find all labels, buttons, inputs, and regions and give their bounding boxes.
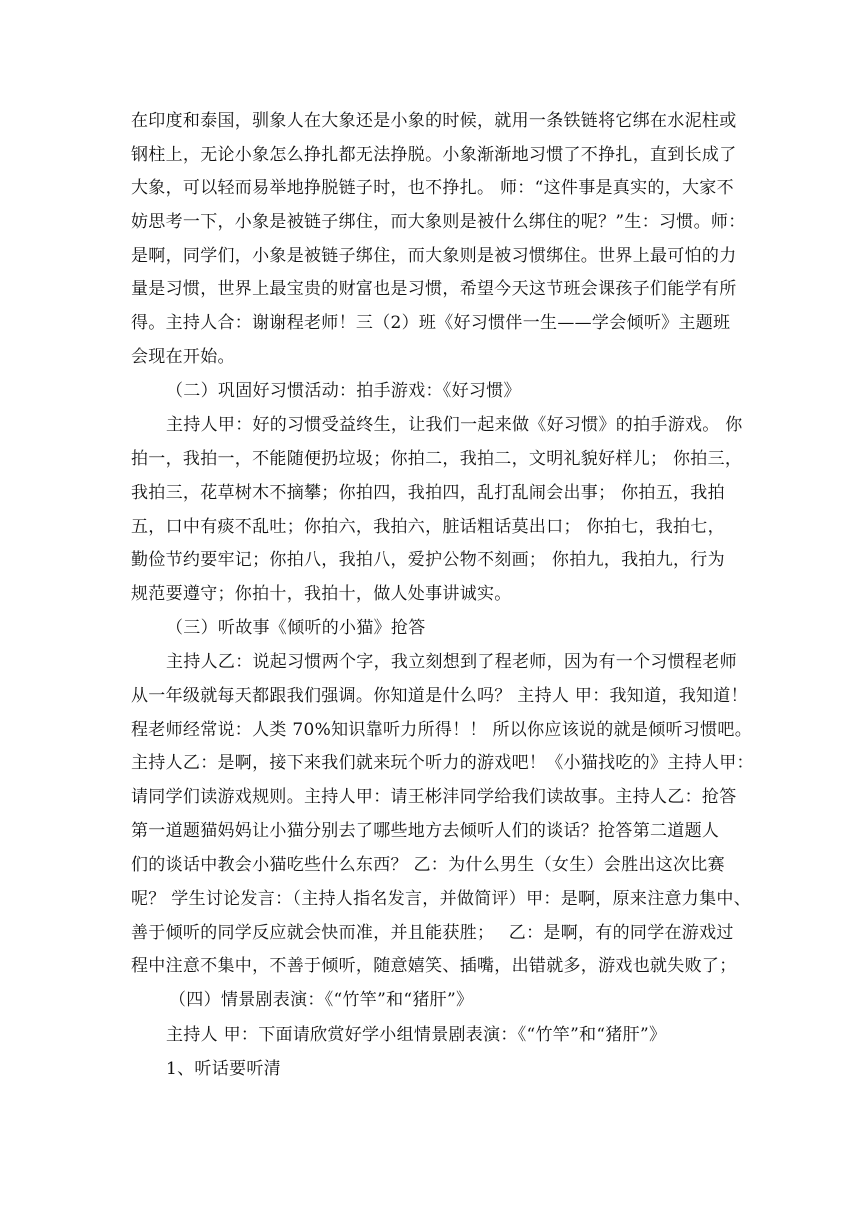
section-heading: （四）情景剧表演：《“竹竿”和“猪肝”》: [169, 990, 474, 1010]
paragraph-line: 从一年级就每天都跟我们强调。你知道是什么吗？ 主持人 甲：我知道，我知道！: [131, 686, 748, 706]
paragraph-line: 请同学们读游戏规则。主持人甲：请王彬沣同学给我们读故事。主持人乙：抢答: [131, 787, 737, 807]
paragraph-line: 会现在开始。: [131, 347, 235, 367]
paragraph-line: 我拍三，花草树木不摘攀；你拍四，我拍四，乱打乱闹会出事； 你拍五，我拍: [131, 483, 725, 503]
paragraph-line: 量是习惯，世界上最宝贵的财富也是习惯，希望今天这节班会课孩子们能学有所: [131, 279, 737, 299]
paragraph-line: 妨思考一下，小象是被链子绑住，而大象则是被什么绑住的呢？”生：习惯。师：: [131, 212, 746, 232]
paragraph-line: 呢？ 学生讨论发言：（主持人指名发言，并做简评）甲：是啊，原来注意力集中、: [131, 889, 752, 909]
paragraph-line: 大象，可以轻而易举地挣脱链子时，也不挣扎。 师：“这件事是真实的，大家不: [131, 178, 734, 198]
paragraph-line: 善于倾听的同学反应就会快而准，并且能获胜； 乙：是啊，有的同学在游戏过: [131, 923, 734, 943]
section-heading: （三）听故事《倾听的小猫》抢答: [166, 618, 426, 638]
paragraph-line: 得。主持人合：谢谢程老师！三（2）班《好习惯伴一生——学会倾听》主题班: [131, 313, 731, 333]
paragraph-line: 主持人乙：说起习惯两个字，我立刻想到了程老师，因为有一个习惯程老师: [166, 652, 737, 672]
paragraph-line: 程老师经常说：人类 70%知识靠听力所得！！ 所以你应该说的就是倾听习惯吧。: [131, 720, 752, 740]
paragraph-line: 主持人甲：好的习惯受益终生，让我们一起来做《好习惯》的拍手游戏。 你: [166, 415, 743, 435]
subheading: 1、听话要听清: [166, 1059, 281, 1079]
paragraph-line: 第一道题猫妈妈让小猫分别去了哪些地方去倾听人们的谈话？抢答第二道题人: [131, 821, 720, 841]
paragraph-line: 勤俭节约要牢记；你拍八，我拍八，爱护公物不刻画； 你拍九，我拍九，行为: [131, 550, 725, 570]
section-heading: （二）巩固好习惯活动：拍手游戏：《好习惯》: [166, 381, 521, 401]
paragraph-line: 在印度和泰国，驯象人在大象还是小象的时候，就用一条铁链将它绑在水泥柱或: [131, 111, 737, 131]
paragraph-line: 程中注意不集中，不善于倾听，随意嬉笑、插嘴，出错就多，游戏也就失败了；: [131, 956, 737, 976]
paragraph-line: 们的谈话中教会小猫吃些什么东西？ 乙：为什么男生（女生）会胜出这次比赛: [131, 855, 725, 875]
paragraph-line: 是啊，同学们，小象是被链子绑住，而大象则是被习惯绑住。世界上最可怕的力: [131, 246, 737, 266]
paragraph-line: 拍一，我拍一，不能随便扔垃圾；你拍二，我拍二，文明礼貌好样儿； 你拍三，: [131, 449, 743, 469]
paragraph-line: 钢柱上，无论小象怎么挣扎都无法挣脱。小象渐渐地习惯了不挣扎，直到长成了: [131, 145, 737, 165]
paragraph-line: 五，口中有痰不乱吐；你拍六，我拍六，脏话粗话莫出口； 你拍七，我拍七，: [131, 517, 725, 537]
paragraph-line: 主持人乙：是啊，接下来我们就来玩个听力的游戏吧！《小猫找吃的》主持人甲：: [131, 753, 754, 773]
paragraph-line: 主持人 甲：下面请欣赏好学小组情景剧表演：《“竹竿”和“猪肝”》: [166, 1025, 667, 1045]
paragraph-line: 规范要遵守；你拍十，我拍十，做人处事讲诚实。: [131, 584, 512, 604]
